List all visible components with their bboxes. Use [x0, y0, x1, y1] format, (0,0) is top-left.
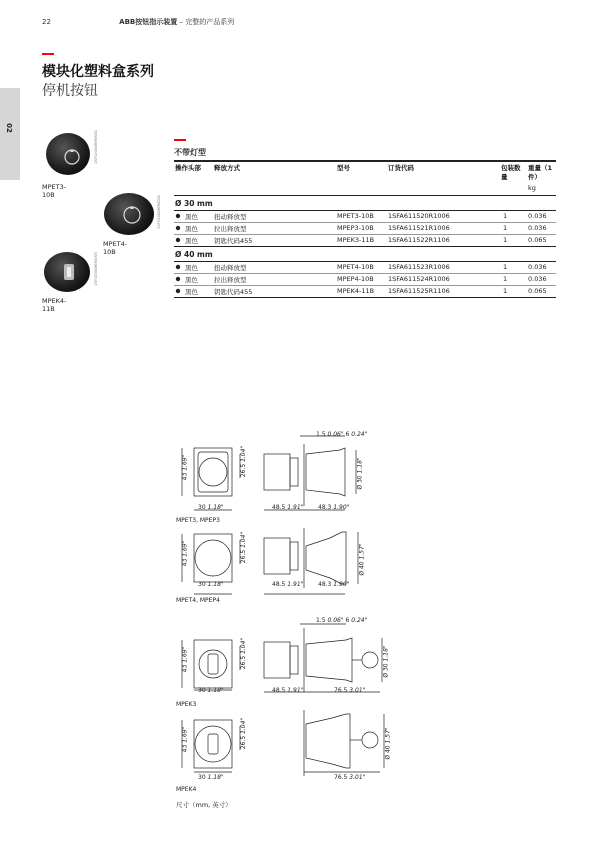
table-bottom-rule [174, 297, 556, 298]
bullet-icon [175, 225, 181, 231]
group-title-30: Ø 30 mm [175, 199, 213, 208]
header-section: – 完整的产品系列 [177, 18, 235, 26]
row-color: 黑色 [185, 264, 198, 272]
side-block-1 [264, 454, 290, 490]
row-code: 1SFA611523R1006 [388, 263, 450, 271]
dim-765-4: 76.5 3.01" [334, 774, 366, 781]
dim-30-1: 30 1.18" [198, 504, 224, 511]
mpet3-label: MPET3-10B [42, 183, 67, 199]
page-subtitle: 停机按钮 [42, 83, 98, 99]
mpek4-photo [44, 252, 90, 292]
row-weight: 0.036 [528, 224, 547, 232]
dimension-note: 尺寸（mm, 英寸） [176, 801, 232, 809]
col-op-head: 操作头部 [175, 164, 201, 172]
col-release: 释放方式 [214, 164, 240, 172]
dim-phi40-4: Ø 40 1.57" [384, 727, 392, 760]
row-release: 扭动释放型 [214, 264, 247, 272]
dim-485-3: 48.5 1.91" [272, 687, 304, 694]
row-color: 黑色 [185, 213, 198, 221]
dim-phi30-3: Ø 30 1.18" [382, 645, 390, 678]
dim-43-2: 43 1.69" [181, 540, 189, 567]
dim-top-1: 1.5 0.06" 6 0.24" [316, 431, 368, 438]
front-button-2 [195, 540, 231, 576]
row-weight: 0.065 [528, 236, 547, 244]
mpek4-label: MPEK4-11B [42, 297, 67, 313]
row-qty: 1 [503, 275, 508, 283]
row-color: 黑色 [185, 225, 198, 233]
chapter-tab-label: 02 [4, 123, 13, 133]
group-rule-30 [174, 210, 556, 211]
row-weight: 0.036 [528, 263, 547, 271]
dim-phi40-2: Ø 40 1.57" [358, 543, 366, 576]
bullet-icon [175, 213, 181, 219]
front-housing-3 [194, 640, 232, 688]
table-top-rule [174, 160, 556, 162]
side-block-2 [264, 538, 290, 574]
row-code: 1SFA611520R1006 [388, 212, 450, 220]
row-release: 扭动释放型 [214, 213, 247, 221]
row-code: 1SFA611524R1006 [388, 275, 450, 283]
row-qty: 1 [503, 224, 508, 232]
row-weight: 0.036 [528, 275, 547, 283]
mpet4-photo [104, 193, 154, 235]
row-qty: 1 [503, 212, 508, 220]
col-weight: 重量（1件） [528, 164, 553, 181]
row-qty: 1 [503, 236, 508, 244]
dim-483-1: 48.3 1.90" [318, 504, 350, 511]
row-code: 1SFA611525R1106 [388, 287, 450, 295]
side-head-3 [306, 638, 352, 682]
dim-265-3: 26.5 1.04" [240, 637, 248, 670]
page-header [42, 17, 234, 27]
row-color: 黑色 [185, 288, 198, 296]
row-color: 黑色 [185, 276, 198, 284]
mpet3-photo-code: 2SFC000496R0001 [94, 130, 98, 164]
dim-phi30-1: Ø 30 1.18" [356, 457, 364, 490]
row-code: 1SFA611521R1006 [388, 224, 450, 232]
title-accent-bar [42, 53, 54, 55]
row-model: MPET3-10B [337, 212, 374, 220]
mpet4-label: MPET4-10B [103, 240, 128, 256]
drawing-label-2: MPET4, MPEP4 [176, 597, 220, 604]
front-button-1 [199, 458, 227, 486]
dim-43-1: 43 1.69" [181, 454, 189, 481]
drawing-label-1: MPET3, MPEP3 [176, 517, 220, 524]
dim-top-3: 1.5 0.06" 6 0.24" [316, 617, 368, 624]
front-housing-1 [194, 448, 232, 496]
row-model: MPEK4-11B [337, 287, 375, 295]
row-rule [174, 222, 556, 223]
group-title-40: Ø 40 mm [175, 250, 213, 259]
drawing-label-3: MPEK3 [176, 701, 197, 708]
row-code: 1SFA611522R1106 [388, 236, 450, 244]
page-title: 模块化塑料盒系列 [42, 64, 154, 80]
dim-265-1: 26.5 1.04" [240, 445, 248, 478]
row-release: 拉出释放型 [214, 276, 247, 284]
row-weight: 0.036 [528, 212, 547, 220]
col-model: 型号 [337, 164, 350, 172]
header-brand: ABB按钮指示装置 [119, 18, 178, 26]
row-rule [174, 285, 556, 286]
side-key-3 [362, 652, 378, 668]
row-release: 钥匙代码455 [214, 288, 253, 296]
side-block-3 [264, 642, 290, 678]
page-number: 22 [42, 18, 51, 26]
row-weight: 0.065 [528, 287, 547, 295]
row-rule [174, 234, 556, 235]
col-pack-qty: 包装数量 [501, 164, 521, 181]
drawing-label-4: MPEK4 [176, 786, 197, 793]
row-model: MPEK3-11B [337, 236, 375, 244]
dim-43-4: 43 1.69" [181, 726, 189, 753]
dim-485-1: 48.5 1.91" [272, 504, 304, 511]
row-rule [174, 273, 556, 274]
dim-30-4: 30 1.18" [198, 774, 224, 781]
dimension-drawings [170, 428, 570, 798]
side-head-2 [306, 532, 346, 584]
front-housing-2 [194, 534, 232, 582]
side-key-4 [362, 732, 378, 748]
row-color: 黑色 [185, 237, 198, 245]
section-accent-bar [174, 139, 186, 141]
front-housing-4 [194, 720, 232, 768]
bullet-icon [175, 264, 181, 270]
front-key-4 [208, 734, 218, 754]
dim-483-2: 48.3 1.90" [318, 581, 350, 588]
bullet-icon [175, 276, 181, 282]
dim-30-2: 30 1.18" [198, 581, 224, 588]
dim-265-4: 26.5 1.04" [240, 717, 248, 750]
side-collar-1 [290, 458, 298, 486]
dim-485-2: 48.5 1.91" [272, 581, 304, 588]
mpet3-photo [46, 133, 90, 175]
dim-265-2: 26.5 1.04" [240, 531, 248, 564]
side-collar-2 [290, 542, 298, 570]
side-head-4 [306, 714, 350, 768]
row-qty: 1 [503, 263, 508, 271]
section-title: 不带灯型 [174, 148, 206, 157]
group-rule-40 [174, 261, 556, 262]
dim-43-3: 43 1.69" [181, 646, 189, 673]
side-head-1 [306, 448, 345, 496]
col-order-code: 订货代码 [388, 164, 414, 172]
row-model: MPET4-10B [337, 263, 374, 271]
side-collar-3 [290, 646, 298, 674]
dim-30-3: 30 1.18" [198, 687, 224, 694]
front-button-4 [195, 726, 231, 762]
row-model: MPEP4-10B [337, 275, 374, 283]
group-end-rule [174, 246, 556, 247]
row-qty: 1 [503, 287, 508, 295]
chapter-tab[interactable] [0, 88, 20, 180]
dim-765-3: 76.5 3.01" [334, 687, 366, 694]
front-key-3 [208, 654, 218, 674]
row-model: MPEP3-10B [337, 224, 374, 232]
row-release: 拉出释放型 [214, 225, 247, 233]
row-release: 钥匙代码455 [214, 237, 253, 245]
bullet-icon [175, 288, 181, 294]
bullet-icon [175, 237, 181, 243]
mpet4-photo-code: 2SFC000496R0002 [157, 195, 161, 229]
col-weight-unit: kg [528, 184, 536, 192]
header-rule [174, 195, 556, 196]
mpek4-photo-code: 2SFC000496R0003 [94, 252, 98, 286]
